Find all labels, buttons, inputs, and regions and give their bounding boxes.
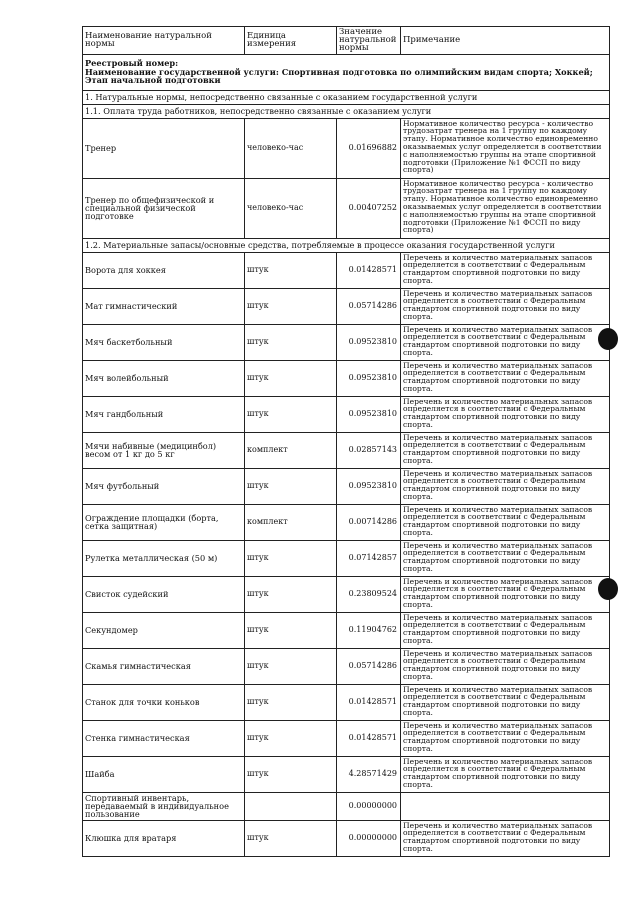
row-note — [401, 792, 610, 820]
row-value: 0.09523810 — [337, 396, 401, 432]
table-row — [83, 792, 610, 820]
row-name: Мяч баскетбольный — [83, 324, 245, 360]
row-unit: штук — [245, 720, 337, 756]
row-unit: штук — [245, 324, 337, 360]
row-unit: штук — [245, 360, 337, 396]
section-row — [83, 238, 610, 252]
row-name: Мяч футбольный — [83, 468, 245, 504]
row-unit: штук — [245, 756, 337, 792]
row-name: Рулетка металлическая (50 м) — [83, 540, 245, 576]
row-value: 0.02857143 — [337, 432, 401, 468]
table-row — [83, 396, 610, 432]
row-unit: штук — [245, 396, 337, 432]
row-name: Тренер по общефизической и специальной физической подготовке — [83, 178, 245, 238]
row-note: Перечень и количество материальных запасов определяется в соответствии с Федеральным стандартом спортивной подготовки по виду спорта. — [401, 360, 610, 396]
section-1-2-title: 1.2. Материальные запасы/основные средства, потребляемые в процессе оказания государственной услуги — [83, 238, 610, 252]
row-note: Перечень и количество материальных запасов определяется в соответствии с Федеральным стандартом спортивной подготовки по виду спорта. — [401, 432, 610, 468]
row-value: 0.09523810 — [337, 324, 401, 360]
section-1-title: 1. Натуральные нормы, непосредственно связанные с оказанием государственной услуги — [83, 90, 610, 104]
row-value: 0.00000000 — [337, 820, 401, 856]
row-name: Мат гимнастический — [83, 288, 245, 324]
row-note: Перечень и количество материальных запасов определяется в соответствии с Федеральным стандартом спортивной подготовки по виду спорта. — [401, 540, 610, 576]
row-note: Перечень и количество материальных запасов определяется в соответствии с Федеральным стандартом спортивной подготовки по виду спорта. — [401, 756, 610, 792]
row-name: Мяч гандбольный — [83, 396, 245, 432]
row-unit: комплект — [245, 432, 337, 468]
norms-table — [82, 26, 610, 857]
row-name: Спортивный инвентарь, передаваемый в индивидуальное пользование — [83, 792, 245, 820]
row-name: Стенка гимнастическая — [83, 720, 245, 756]
row-note: Перечень и количество материальных запасов определяется в соответствии с Федеральным стандартом спортивной подготовки по виду спорта. — [401, 396, 610, 432]
table-row — [83, 252, 610, 288]
row-note: Перечень и количество материальных запасов определяется в соответствии с Федеральным стандартом спортивной подготовки по виду спорта. — [401, 324, 610, 360]
table-row — [83, 820, 610, 856]
table-row — [83, 178, 610, 238]
row-value: 0.23809524 — [337, 576, 401, 612]
service-info — [83, 54, 610, 90]
row-name: Скамья гимнастическая — [83, 648, 245, 684]
header-note: Примечание — [401, 27, 610, 55]
row-unit: штук — [245, 540, 337, 576]
row-name: Мячи набивные (медицинбол) весом от 1 кг до 5 кг — [83, 432, 245, 468]
table-row — [83, 360, 610, 396]
row-value: 0.01696882 — [337, 118, 401, 178]
table-row — [83, 504, 610, 540]
row-value: 0.11904762 — [337, 612, 401, 648]
row-note: Перечень и количество материальных запасов определяется в соответствии с Федеральным стандартом спортивной подготовки по виду спорта. — [401, 720, 610, 756]
row-unit: штук — [245, 576, 337, 612]
row-unit: человеко-час — [245, 118, 337, 178]
row-note: Перечень и количество материальных запасов определяется в соответствии с Федеральным стандартом спортивной подготовки по виду спорта. — [401, 576, 610, 612]
row-value: 0.09523810 — [337, 468, 401, 504]
row-note: Перечень и количество материальных запасов определяется в соответствии с Федеральным стандартом спортивной подготовки по виду спорта. — [401, 468, 610, 504]
row-note: Перечень и количество материальных запасов определяется в соответствии с Федеральным стандартом спортивной подготовки по виду спорта. — [401, 252, 610, 288]
row-unit: комплект — [245, 504, 337, 540]
row-value: 0.05714286 — [337, 648, 401, 684]
table-row — [83, 576, 610, 612]
row-name: Станок для точки коньков — [83, 684, 245, 720]
row-unit: человеко-час — [245, 178, 337, 238]
row-note: Перечень и количество материальных запасов определяется в соответствии с Федеральным стандартом спортивной подготовки по виду спорта. — [401, 684, 610, 720]
row-name: Ограждение площадки (борта, сетка защитная) — [83, 504, 245, 540]
table-row — [83, 324, 610, 360]
punch-hole-mark — [598, 328, 618, 350]
row-value: 0.00714286 — [337, 504, 401, 540]
table-row — [83, 612, 610, 648]
table-row — [83, 118, 610, 178]
row-note: Перечень и количество материальных запасов определяется в соответствии с Федеральным стандартом спортивной подготовки по виду спорта. — [401, 612, 610, 648]
row-unit: штук — [245, 684, 337, 720]
row-value: 0.01428571 — [337, 720, 401, 756]
row-note: Перечень и количество материальных запасов определяется в соответствии с Федеральным стандартом спортивной подготовки по виду спорта. — [401, 820, 610, 856]
row-unit: штук — [245, 612, 337, 648]
table-row — [83, 756, 610, 792]
row-value: 4.28571429 — [337, 756, 401, 792]
row-name: Клюшка для вратаря — [83, 820, 245, 856]
row-value: 0.07142857 — [337, 540, 401, 576]
header-unit: Единица измерения — [245, 27, 337, 55]
row-note: Перечень и количество материальных запасов определяется в соответствии с Федеральным стандартом спортивной подготовки по виду спорта. — [401, 648, 610, 684]
table-row — [83, 288, 610, 324]
row-unit: штук — [245, 252, 337, 288]
row-note: Перечень и количество материальных запасов определяется в соответствии с Федеральным стандартом спортивной подготовки по виду спорта. — [401, 504, 610, 540]
row-note: Нормативное количество ресурса - количество трудозатрат тренера на 1 группу по каждому этапу. Нормативное количество единовременно оказываемых услуг определяется в соответствии с наполняемостью группы на этапе спортивной подготовки (Приложение №1 ФССП по виду спорта) — [401, 118, 610, 178]
row-unit: штук — [245, 288, 337, 324]
table-header-row — [83, 27, 610, 55]
row-note: Перечень и количество материальных запасов определяется в соответствии с Федеральным стандартом спортивной подготовки по виду спорта. — [401, 288, 610, 324]
row-value: 0.00000000 — [337, 792, 401, 820]
row-unit: штук — [245, 468, 337, 504]
row-name: Тренер — [83, 118, 245, 178]
table-row — [83, 648, 610, 684]
table-row — [83, 720, 610, 756]
section-1-1-title: 1.1. Оплата труда работников, непосредственно связанные с оказанием услуги — [83, 104, 610, 118]
registry-number: Реестровый номер: — [85, 58, 179, 69]
section-row — [83, 104, 610, 118]
row-unit: штук — [245, 820, 337, 856]
service-name: Наименование государственной услуги: Спортивная подготовка по олимпийским видам спорта; Хоккей; Этап начальной подготовки — [85, 66, 593, 86]
row-value: 0.00407252 — [337, 178, 401, 238]
table-row — [83, 540, 610, 576]
header-name: Наименование натуральной нормы — [83, 27, 245, 55]
service-info-row — [83, 54, 610, 90]
section-row — [83, 90, 610, 104]
table-row — [83, 684, 610, 720]
row-value: 0.09523810 — [337, 360, 401, 396]
table-row — [83, 468, 610, 504]
punch-hole-mark — [598, 578, 618, 600]
header-value: Значение натуральной нормы — [337, 27, 401, 55]
row-unit: штук — [245, 648, 337, 684]
row-name: Ворота для хоккея — [83, 252, 245, 288]
row-name: Мяч волейбольный — [83, 360, 245, 396]
row-value: 0.05714286 — [337, 288, 401, 324]
row-name: Свисток судейский — [83, 576, 245, 612]
row-value: 0.01428571 — [337, 684, 401, 720]
row-unit — [245, 792, 337, 820]
row-name: Секундомер — [83, 612, 245, 648]
row-name: Шайба — [83, 756, 245, 792]
row-value: 0.01428571 — [337, 252, 401, 288]
table-row — [83, 432, 610, 468]
row-note: Нормативное количество ресурса - количество трудозатрат тренера на 1 группу по каждому этапу. Нормативное количество единовременно оказываемых услуг определяется в соответствии с наполняемостью группы на этапе спортивной подготовки (Приложение №1 ФССП по виду спорта) — [401, 178, 610, 238]
